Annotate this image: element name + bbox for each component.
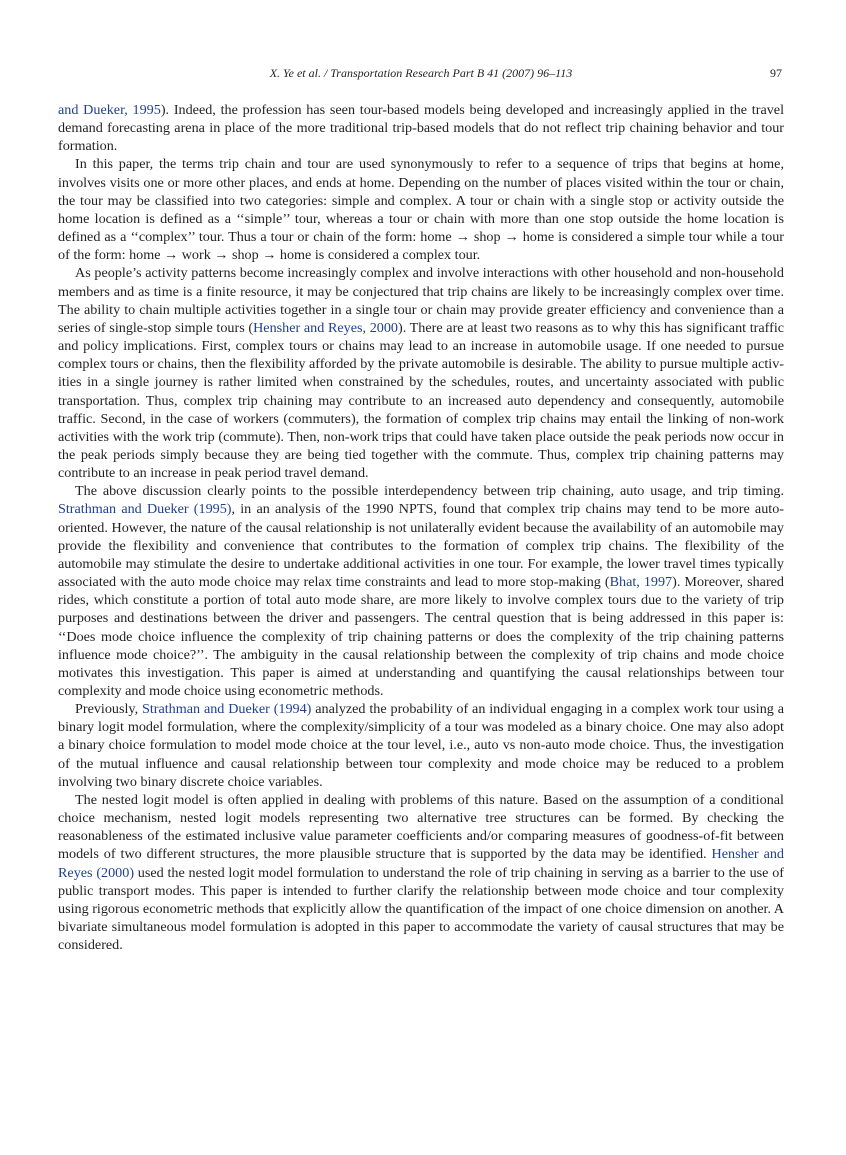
citation-link[interactable]: Strathman and Dueker (1995) bbox=[58, 501, 232, 518]
citation-link[interactable]: Bhat, 1997 bbox=[609, 574, 673, 591]
paragraph-0 bbox=[58, 101, 784, 155]
paragraph-text: , in an analysis of the 1990 NPTS, found that complex trip chains may tend to be more auto-oriented. However, the nature of the causal relationship is not unilaterally evident because the availability of an automobile may provide the flexibility and convenience that contributes to the formation of complex trip chains. The flexibility of the automobile may stimulate the desire to undertake additional activities in one tour. For example, the lower travel times typically associated with the auto mode choice may relax time constraints and lead to more stop-making ( bbox=[58, 501, 784, 591]
paragraph-text: used the nested logit model formulation to understand the role of trip chaining in serving as a barrier to the use of public transport modes. This paper is intended to further clarify the relationship between mode choice and tour complexity using rigorous econometric methods that explicitly allow the quantification of the impact of one choice dimension on another. A bivariate simultaneous model formulation is adopted in this paper to accommodate the variety of causal structures that may be considered. bbox=[58, 864, 784, 954]
paragraph-4 bbox=[58, 700, 784, 791]
paragraph-3 bbox=[58, 482, 784, 700]
citation-link[interactable]: Hensher and Reyes, 2000 bbox=[253, 319, 398, 336]
citation-link[interactable]: and Dueker, 1995 bbox=[58, 102, 161, 118]
running-header bbox=[58, 66, 784, 84]
journal-citation: X. Ye et al. / Transportation Research Part B 41 (2007) 96–113 bbox=[269, 66, 573, 80]
body-text bbox=[58, 101, 784, 954]
paragraph-text: In this paper, the terms trip chain and tour are used synonymously to refer to a sequence of trips that begins at home, involves visits one or more other places, and ends at home. Depending on the number of places visited within the tour or chain, the tour may be classified into two categories: simple and complex. A tour or chain with a single stop or activity outside the home location is defined as a ‘‘simple’’ tour, whereas a tour or chain with more than one stop outside the home location is defined as a ‘‘complex’’ tour. Thus a tour or chain of the form: home → shop → home is considered a simple tour while a tour of the form: home → work → shop → home is considered a complex tour. bbox=[58, 156, 784, 264]
paragraph-5 bbox=[58, 791, 784, 954]
paragraph-text: Previously, bbox=[75, 701, 142, 718]
citation-link[interactable]: Strathman and Dueker (1994) bbox=[141, 701, 312, 718]
paragraph-1 bbox=[58, 155, 784, 264]
citation-link[interactable]: Hensher and Reyes (2000) bbox=[58, 846, 784, 881]
page-number: 97 bbox=[770, 66, 782, 80]
paragraph-text: analyzed the probability of an individual engaging in a complex work tour using a binary logit model formulation, where the complexity/simplicity of a tour was modeled as a binary choice. One may also adopt a binary choice formulation to model mode choice at the tour level, i.e., auto vs non-auto mode choice. Thus, the investigation of the mutual influence and causal relationship between tour complexity and mode choice may be reduced to a problem involving two binary discrete choice variables. bbox=[58, 701, 784, 790]
paragraph-text: ). Indeed, the profession has seen tour-based models being developed and increasingly applied in the travel demand forecasting arena in place of the more traditional trip-based models that do not reflect trip chaining behavior and tour formation. bbox=[58, 102, 784, 155]
paragraph-text: The above discussion clearly points to the possible interdependency between trip chaining, auto usage, and trip timing. bbox=[75, 483, 784, 500]
paragraph-text: The nested logit model is often applied in dealing with problems of this nature. Based on the assumption of a conditional choice mechanism, nested logit models representing two alternative tree structures can be formed. By checking the reasonableness of the estimated inclusive value parameter coefficients and/or comparing measures of goodness-of-fit between models of two different structures, the more plausible structure that is supported by the data may be identified. bbox=[58, 791, 784, 863]
paragraph-text: As people’s activity patterns become increasingly complex and involve interactions with other household and non-household members and as time is a finite resource, it may be conjectured that trip chains are likely to be increasingly complex over time. The ability to chain multiple activities together in a single tour or chain may provide greater efficiency and convenience than a series of single-stop simple tours ( bbox=[58, 265, 784, 336]
paragraph-2 bbox=[58, 264, 784, 482]
paragraph-text: ). Moreover, shared rides, which constitute a portion of total auto mode share, are more likely to involve complex tours due to the variety of trip purposes and destinations between the driver and passengers. The central question that is being addressed in this paper is: ‘‘Does mode choice influence the complexity of trip chaining patterns or does the complexity of the trip chaining patterns influence mode choice?’’. The ambiguity in the causal relationship between the complexity of trip chains and mode choice motivates this investigation. This paper is aimed at understanding and quantifying the causal relationships between tour complexity and mode choice using econometric methods. bbox=[58, 574, 784, 699]
paragraph-text: ). There are at least two reasons as to why this has significant traffic and policy implications. First, complex tours or chains may lead to an increase in automobile usage. If one needed to pursue complex tours or chains, then the flexibility afforded by the private automobile is desirable. The ability to pursue multiple activities in a single journey is rather limited when constrained by the schedules, routes, and uncertainty associated with public transportation. Thus, complex trip chaining may contribute to an increased auto dependency and consequently, automobile traffic. Second, in the case of workers (commuters), the formation of complex trip chains may entail the linking of non-work activities with the work trip (commute). Then, non-work trips that could have taken place outside the peak periods now occur in the peak periods simply because they are being tied together with the commute. Thus, complex trip chaining patterns may contribute to an increase in peak period travel demand. bbox=[58, 319, 785, 482]
